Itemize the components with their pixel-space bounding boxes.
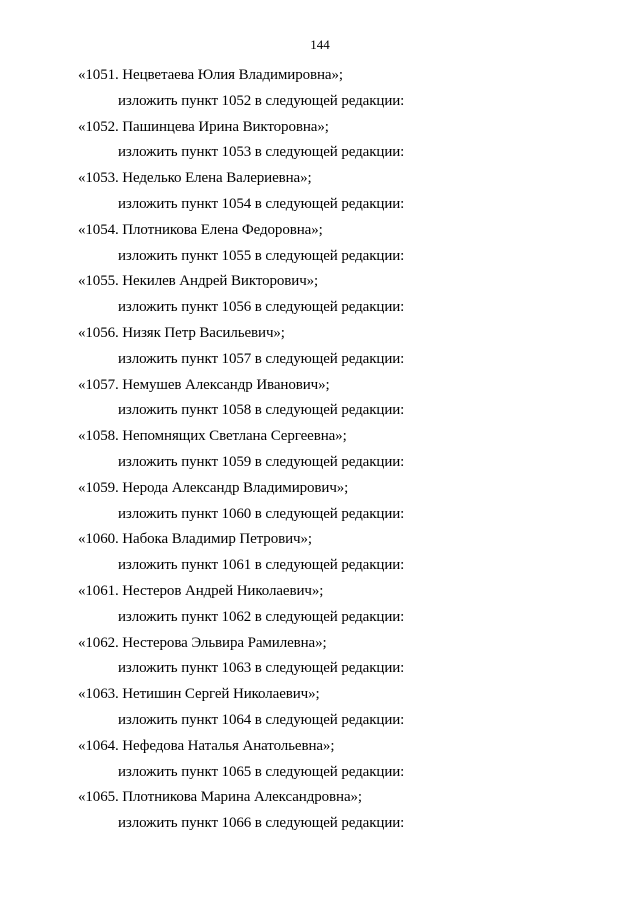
list-entry-line: «1053. Неделько Елена Валериевна»; (78, 170, 312, 187)
instruction-line: изложить пункт 1059 в следующей редакции: (118, 454, 405, 470)
list-entry-line: «1061. Нестеров Андрей Николаевич»; (78, 583, 324, 599)
list-entry-line: «1058. Непомнящих Светлана Сергеевна»; (78, 428, 347, 445)
instruction-line: изложить пункт 1066 в следующей редакции: (118, 815, 405, 832)
list-entry-line: «1060. Набока Владимир Петрович»; (78, 531, 312, 548)
list-entry-line: «1057. Немушев Александр Иванович»; (78, 376, 330, 393)
page-number: 144 (310, 37, 330, 52)
list-entry-line: «1055. Некилев Андрей Викторович»; (78, 273, 319, 290)
list-entry-line: «1065. Плотникова Марина Александровна»; (78, 789, 362, 806)
instruction-line: изложить пункт 1062 в следующей редакции: (118, 608, 405, 625)
instruction-line: изложить пункт 1063 в следующей редакции: (118, 660, 405, 677)
instruction-line: изложить пункт 1053 в следующей редакции: (118, 144, 405, 161)
instruction-line: изложить пункт 1064 в следующей редакции: (118, 712, 405, 728)
instruction-line: изложить пункт 1065 в следующей редакции: (118, 763, 405, 780)
list-entry-line: «1054. Плотникова Елена Федоровна»; (78, 221, 323, 238)
instruction-line: изложить пункт 1057 в следующей редакции: (118, 350, 405, 367)
instruction-line: изложить пункт 1054 в следующей редакции: (118, 196, 405, 212)
list-entry-line: «1063. Нетишин Сергей Николаевич»; (78, 686, 320, 703)
list-entry-line: «1051. Нецветаева Юлия Владимировна»; (78, 67, 343, 83)
instruction-line: изложить пункт 1061 в следующей редакции: (118, 557, 405, 574)
instruction-line: изложить пункт 1058 в следующей редакции: (118, 402, 405, 419)
instruction-line: изложить пункт 1060 в следующей редакции: (118, 505, 405, 522)
list-entry-line: «1052. Пашинцева Ирина Викторовна»; (78, 118, 329, 135)
instruction-line: изложить пункт 1052 в следующей редакции: (118, 92, 405, 109)
instruction-line: изложить пункт 1056 в следующей редакции: (118, 299, 405, 316)
list-entry-line: «1062. Нестерова Эльвира Рамилевна»; (78, 634, 327, 651)
list-entry-line: «1056. Низяк Петр Васильевич»; (78, 325, 285, 341)
instruction-line: изложить пункт 1055 в следующей редакции: (118, 247, 405, 264)
list-entry-line: «1064. Нефедова Наталья Анатольевна»; (78, 737, 335, 754)
list-entry-line: «1059. Нерода Александр Владимирович»; (78, 479, 349, 496)
